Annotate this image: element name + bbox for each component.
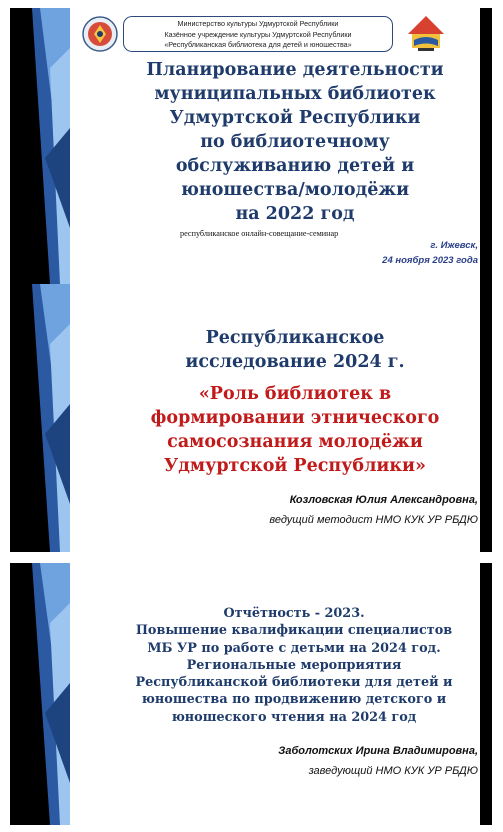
organization-header (123, 16, 393, 52)
title-line: Республиканской библиотеки для детей и (135, 675, 453, 691)
speaker-role: заведующий НМО КУК УР РБДЮ (308, 765, 478, 777)
title-line: исследование 2024 г. (185, 352, 405, 372)
slide-3-title (94, 605, 490, 726)
slide-1-title (110, 58, 480, 226)
title-line: юношества/молодёжи (180, 180, 410, 200)
title-line: юношества по продвижению детского и (141, 692, 447, 708)
city: г. Ижевск, (430, 240, 478, 251)
black-margin (480, 284, 492, 552)
ministry-emblem-icon (82, 16, 118, 52)
black-margin (480, 8, 492, 284)
library-logo-icon (404, 14, 448, 54)
slide-1 (10, 8, 492, 284)
speaker-role: ведущий методист НМО КУК УР РБДЮ (269, 514, 478, 526)
title-line: Региональные мероприятия (186, 657, 402, 673)
event-subtitle: республиканское онлайн-совещание-семинар (180, 229, 339, 238)
speaker-name: Заболотских Ирина Владимировна, (278, 745, 478, 757)
title-line: МБ УР по работе с детьми на 2024 год. (147, 640, 441, 656)
header-line: Министерство культуры Удмуртской Республики (177, 19, 339, 28)
title-line: Республиканское (205, 328, 385, 348)
header-line: «Республиканская библиотека для детей и юношества» (164, 40, 352, 49)
research-topic (100, 382, 490, 478)
blue-stripe-decoration (10, 563, 70, 825)
title-line: Планирование деятельности (146, 60, 444, 80)
header-line: Казённое учреждение культуры Удмуртской Республики (164, 29, 352, 39)
slide-1-content (70, 8, 490, 284)
blue-stripe-decoration (10, 8, 70, 284)
slide-3 (10, 563, 492, 825)
title-line: на 2022 год (235, 204, 355, 224)
title-line: юношеского чтения на 2024 год (171, 709, 417, 725)
topic-line: «Роль библиотек в (198, 384, 392, 404)
slide-2-title (100, 326, 490, 374)
title-line: Повышение квалификации специалистов (135, 623, 453, 639)
slide-3-content (70, 563, 490, 825)
slide-2 (10, 284, 492, 552)
title-line: обслуживанию детей и (175, 156, 415, 176)
topic-line: формировании этнического (150, 408, 440, 428)
black-margin (480, 563, 492, 825)
slide-2-content (70, 284, 490, 552)
speaker-info (269, 490, 478, 530)
blue-stripe-decoration (10, 284, 70, 552)
title-line: по библиотечному (200, 132, 390, 152)
title-line: Отчётность - 2023. (223, 606, 365, 621)
title-line: муниципальных библиотек (154, 84, 436, 104)
speaker-name: Козловская Юлия Александровна, (289, 494, 478, 506)
date: 24 ноября 2023 года (382, 255, 478, 266)
topic-line: самосознания молодёжи (167, 432, 423, 452)
speaker-info (278, 741, 478, 781)
title-line: Удмуртской Республики (169, 108, 421, 128)
place-date (382, 238, 478, 268)
topic-line: Удмуртской Республики» (164, 456, 426, 476)
